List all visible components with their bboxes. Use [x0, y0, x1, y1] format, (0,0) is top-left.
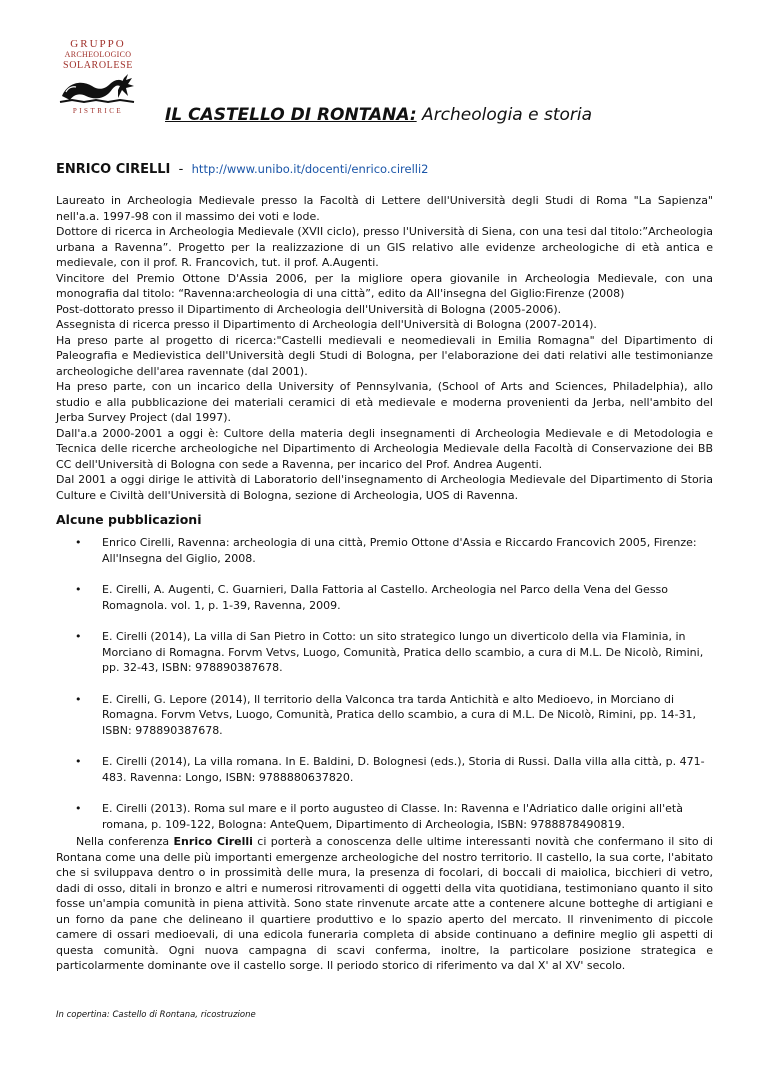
- page-title: [165, 105, 592, 125]
- bio-paragraph: Dal 2001 a oggi dirige le attività di Laboratorio dell'insegnamento di Archeologia Medievale del Dipartimento di Storia Culture e Civiltà dell'Università di Bologna, sezione di Archeologia, UOS di Ravenna.: [56, 473, 713, 502]
- publication-text: E. Cirelli, G. Lepore (2014), Il territorio della Valconca tra tarda Antichità e alto Medioevo, in Morciano di Romagna. Forvm Vetvs, Luogo, Comunità, Pratica dello scambio, a cura di M.L. De Nicolò, Rimini, pp. 14-31, ISBN: 978890387678.: [102, 692, 697, 737]
- group-logo: [52, 38, 144, 116]
- bio-paragraph: Assegnista di ricerca presso il Dipartimento di Archeologia dell'Università di Bologna (2007-2014).: [56, 318, 597, 331]
- logo-line-solarolese: SOLAROLESE: [63, 60, 133, 71]
- bio-paragraph: Laureato in Archeologia Medievale presso la Facoltà di Lettere dell'Università degli Studi di Roma "La Sapienza" nell'a.a. 1997-98 con il massimo dei voti e lode.: [56, 194, 713, 223]
- bio-paragraph: Vincitore del Premio Ottone D'Assia 2006, per la migliore opera giovanile in Archeologia Medievale, con una monografia dal titolo: “Ravenna:archeologia di una città”, edito da All'insegna del Giglio:Firenze (2008): [56, 271, 713, 300]
- bullet-icon: •: [75, 802, 82, 815]
- publications-heading: Alcune pubblicazioni: [56, 512, 202, 527]
- bullet-icon: •: [75, 692, 82, 706]
- closing-speaker-name: Enrico Cirelli: [173, 835, 253, 848]
- publication-item: [75, 582, 715, 613]
- bullet-icon: •: [75, 630, 82, 643]
- bio-paragraph: Dottore di ricerca in Archeologia Medievale (XVII ciclo), presso l'Università di Siena, con una tesi dal titolo:”Archeologia urbana a Ravenna”. Progetto per la realizzazione di un GIS relativo alle evidenze archeologiche di età antica e medievale, con il prof. R. Francovich, tut. il prof. A.Augenti.: [56, 225, 713, 269]
- author-line: [56, 162, 429, 177]
- bio-paragraph: Ha preso parte, con un incarico della University of Pennsylvania, (School of Arts and Sciences, Philadelphia), allo studio e alla pubblicazione dei materiali ceramici di età medievale e moderna provenienti da Jerba, nell'ambito del Jerba Survey Project (dal 1997).: [56, 380, 713, 424]
- closing-body: ci porterà a conoscenza delle ultime interessanti novità che confermano il sito di Rontana come una delle più importanti emergenze archeologiche del nostro territorio. Il castello, la sua corte, l'abitato che si sviluppava dentro o in prossimità delle mura, la presenza di focolari, di boccali di maiolica, bicchieri di vetro, dadi di osso, ditali in bronzo e altri e numerosi ritrovamenti di oggetti della vita quotidiana, testimoniano quanto il sito fosse un'ampia comunità in piena attività. Sono state rinvenute arcate atte a contenere alcune botteghe di artigiani e un forno da pane che delineano il quartiere produttivo e lo spazio aperto del mercato. Il rinvenimento di piccole camere di ossari medioevali, di una edicola funeraria completa di abside continuano a definire meglio gli aspetti di questa comunità. Ogni nuova campagna di scavi conferma, inoltre, la particolare posizione strategica e particolarmente dominante ove il castello sorge. Il periodo storico di riferimento va dal X' al XV' secolo.: [56, 835, 713, 972]
- biography: [56, 193, 713, 503]
- author-url-link[interactable]: http://www.unibo.it/docenti/enrico.cirelli2: [191, 162, 429, 176]
- bullet-icon: •: [75, 536, 82, 549]
- publication-item: [75, 754, 715, 785]
- publication-item: [75, 692, 715, 739]
- publication-text: E. Cirelli, A. Augenti, C. Guarnieri, Dalla Fattoria al Castello. Archeologia nel Parco della Vena del Gesso Romagnola. vol. 1, p. 1-39, Ravenna, 2009.: [102, 583, 669, 612]
- bio-paragraph: Post-dottorato presso il Dipartimento di Archeologia dell'Università di Bologna (2005-2006).: [56, 302, 562, 316]
- bullet-icon: •: [75, 755, 82, 768]
- logo-line-gruppo: GRUPPO: [70, 38, 126, 50]
- conference-paragraph: [56, 834, 713, 974]
- publication-text: E. Cirelli (2014), La villa di San Pietro in Cotto: un sito strategico lungo un diverticolo della via Flaminia, in Morciano di Romagna. Forvm Vetvs, Luogo, Comunità, Pratica dello scambio, a cura di M.L. De Nicolò, Rimini, pp. 32-43, ISBN: 978890387678.: [102, 630, 704, 674]
- author-name: ENRICO CIRELLI: [56, 162, 171, 177]
- cover-caption: In copertina: Castello di Rontana, ricostruzione: [56, 1010, 256, 1020]
- closing-intro: Nella conferenza: [76, 835, 174, 848]
- publication-item: [75, 629, 715, 676]
- author-separator: -: [170, 162, 192, 177]
- bio-paragraph: Dall'a.a 2000-2001 a oggi è: Cultore della materia degli insegnamenti di Archeologia Medievale e di Metodologia e Tecnica delle ricerche archeologiche nel Dipartimento di Archeologia Medievale della Facoltà di Conservazione dei BB CC dell'Università di Bologna con sede a Ravenna, per incarico del Prof. Andrea Augenti.: [56, 426, 713, 471]
- bullet-icon: •: [75, 583, 82, 596]
- bio-paragraph: Ha preso parte al progetto di ricerca:"Castelli medievali e neomedievali in Emilia Romagna" del Dipartimento di Paleografia e Medievistica dell'Università degli Studi di Bologna, per l'elaborazione dei dati relativi alle testimonianze archeologiche dell'area ravennate (dal 2001).: [56, 333, 713, 378]
- title-main: IL CASTELLO DI RONTANA:: [165, 105, 417, 125]
- logo-line-pistrice: PISTRICE: [72, 107, 124, 115]
- publication-text: E. Cirelli (2013). Roma sul mare e il porto augusteo di Classe. In: Ravenna e l'Adriatico dalle origini all'età romana, p. 109-122, Bologna: AnteQuem, Dipartimento di Archeologia, ISBN: 9788878490819.: [102, 802, 683, 831]
- publication-text: E. Cirelli (2014), La villa romana. In E. Baldini, D. Bolognesi (eds.), Storia di Russi. Dalla villa alla città, p. 471-483. Ravenna: Longo, ISBN: 9788880637820.: [102, 755, 705, 784]
- publications-list: [75, 535, 715, 848]
- publication-item: [75, 535, 715, 566]
- publication-item: [75, 801, 715, 832]
- publication-text: Enrico Cirelli, Ravenna: archeologia di una città, Premio Ottone d'Assia e Riccardo Francovich 2005, Firenze: All'Insegna del Giglio, 2008.: [102, 536, 697, 565]
- title-sub: Archeologia e storia: [416, 105, 593, 125]
- logo-line-archeologico: ARCHEOLOGICO: [64, 50, 132, 59]
- pistrice-emblem-icon: [58, 72, 138, 106]
